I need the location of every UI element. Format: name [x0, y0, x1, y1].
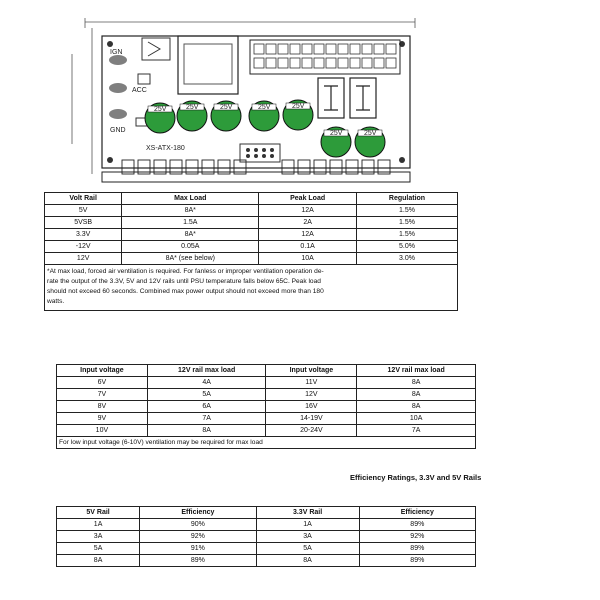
acc-label: ACC: [132, 87, 147, 94]
cell: 3.3V: [45, 229, 122, 241]
cell: 8V: [57, 401, 148, 413]
input-voltage-table: [56, 364, 476, 449]
cell: 91%: [140, 543, 256, 555]
cell: 1.5%: [357, 205, 458, 217]
table-row: [57, 531, 476, 543]
ign-label: IGN: [110, 49, 123, 56]
cell: 8A: [357, 401, 476, 413]
efficiency-title: Efficiency Ratings, 3.3V and 5V Rails: [350, 473, 482, 482]
cell: 12V: [45, 253, 122, 265]
header-cell: Efficiency: [359, 507, 475, 519]
cell: 0.05A: [122, 241, 259, 253]
cell: 89%: [359, 543, 475, 555]
cell: 92%: [140, 531, 256, 543]
table-row: [45, 241, 458, 253]
cell: 5V: [45, 205, 122, 217]
cell: 1A: [256, 519, 359, 531]
cell: 10A: [259, 253, 357, 265]
header-cell: Efficiency: [140, 507, 256, 519]
cell: 6A: [147, 401, 266, 413]
cell: 11V: [266, 377, 357, 389]
cell: 0.1A: [259, 241, 357, 253]
table-row: [45, 205, 458, 217]
cell: 1.5A: [122, 217, 259, 229]
cell: 8A: [357, 389, 476, 401]
table-row: [57, 413, 476, 425]
rails-table: [44, 192, 458, 311]
efficiency-table: [56, 506, 476, 567]
cell: 10V: [57, 425, 148, 437]
cell: 12A: [259, 229, 357, 241]
cap-label: 25V: [154, 106, 167, 113]
cell: 7A: [147, 413, 266, 425]
cell: 89%: [359, 555, 475, 567]
cell: 92%: [359, 531, 475, 543]
cell: 8A: [256, 555, 359, 567]
cell: 12V: [266, 389, 357, 401]
cell: 6V: [57, 377, 148, 389]
cell: 5A: [256, 543, 359, 555]
cell: 1A: [57, 519, 140, 531]
cap-label: 25V: [186, 104, 199, 111]
cell: 8A: [147, 425, 266, 437]
cell: 90%: [140, 519, 256, 531]
header-cell: Peak Load: [259, 193, 357, 205]
note-line: should not exceed 60 seconds. Combined max power output should not exceed more than 180: [47, 288, 324, 295]
cap-label: 25V: [258, 104, 271, 111]
table-note-row: [57, 437, 476, 449]
header-cell: Input voltage: [266, 365, 357, 377]
header-cell: Volt Rail: [45, 193, 122, 205]
note-line: rate the output of the 3.3V, 5V and 12V rails until PSU temperature falls below 65C. Peak load: [47, 278, 321, 285]
cell: 5.0%: [357, 241, 458, 253]
table-row: [57, 377, 476, 389]
gnd-label: GND: [110, 127, 126, 134]
cell: 10A: [357, 413, 476, 425]
cell: 8A: [57, 555, 140, 567]
header-cell: Max Load: [122, 193, 259, 205]
cell: 8A: [357, 377, 476, 389]
header-cell: Regulation: [357, 193, 458, 205]
table-row: [57, 543, 476, 555]
cap-label: 25V: [292, 103, 305, 110]
header-cell: 3.3V Rail: [256, 507, 359, 519]
header-cell: 5V Rail: [57, 507, 140, 519]
cell: 5VSB: [45, 217, 122, 229]
header-cell: Input voltage: [57, 365, 148, 377]
cell: 7V: [57, 389, 148, 401]
table-note-row: [45, 265, 458, 311]
header-cell: 12V rail max load: [357, 365, 476, 377]
cell: 89%: [140, 555, 256, 567]
cell: 14-19V: [266, 413, 357, 425]
note-line: *At max load, forced air ventilation is required. For fanless or improper ventilation operation de-: [47, 268, 324, 275]
cell: 3A: [57, 531, 140, 543]
cell: -12V: [45, 241, 122, 253]
cell: 3A: [256, 531, 359, 543]
cell: 1.5%: [357, 217, 458, 229]
header-cell: 12V rail max load: [147, 365, 266, 377]
table-row: [57, 401, 476, 413]
table-row: [57, 425, 476, 437]
cap-label: 25V: [364, 130, 377, 137]
cell: 8A*: [122, 229, 259, 241]
model-label: XS-ATX-180: [146, 145, 185, 152]
table-row: [57, 555, 476, 567]
cell: 7A: [357, 425, 476, 437]
cell: 16V: [266, 401, 357, 413]
cell: 5A: [57, 543, 140, 555]
table-row: [45, 253, 458, 265]
cell: 12A: [259, 205, 357, 217]
cap-label: 25V: [220, 104, 233, 111]
cell: 8A*: [122, 205, 259, 217]
table-row: [45, 217, 458, 229]
cell: 8A* (see below): [122, 253, 259, 265]
table-row: [57, 389, 476, 401]
cell: 5A: [147, 389, 266, 401]
cell: 3.0%: [357, 253, 458, 265]
table-row: [57, 519, 476, 531]
cell: 9V: [57, 413, 148, 425]
cell: 1.5%: [357, 229, 458, 241]
cell: 4A: [147, 377, 266, 389]
cell: 20-24V: [266, 425, 357, 437]
table-row: [45, 229, 458, 241]
pcb-board-drawing: [70, 14, 430, 190]
note-line: watts.: [47, 298, 65, 305]
input-note: For low input voltage (6-10V) ventilation may be required for max load: [57, 437, 476, 449]
cell: 89%: [359, 519, 475, 531]
rails-note: [45, 265, 458, 311]
cell: 2A: [259, 217, 357, 229]
cap-label: 25V: [330, 130, 343, 137]
